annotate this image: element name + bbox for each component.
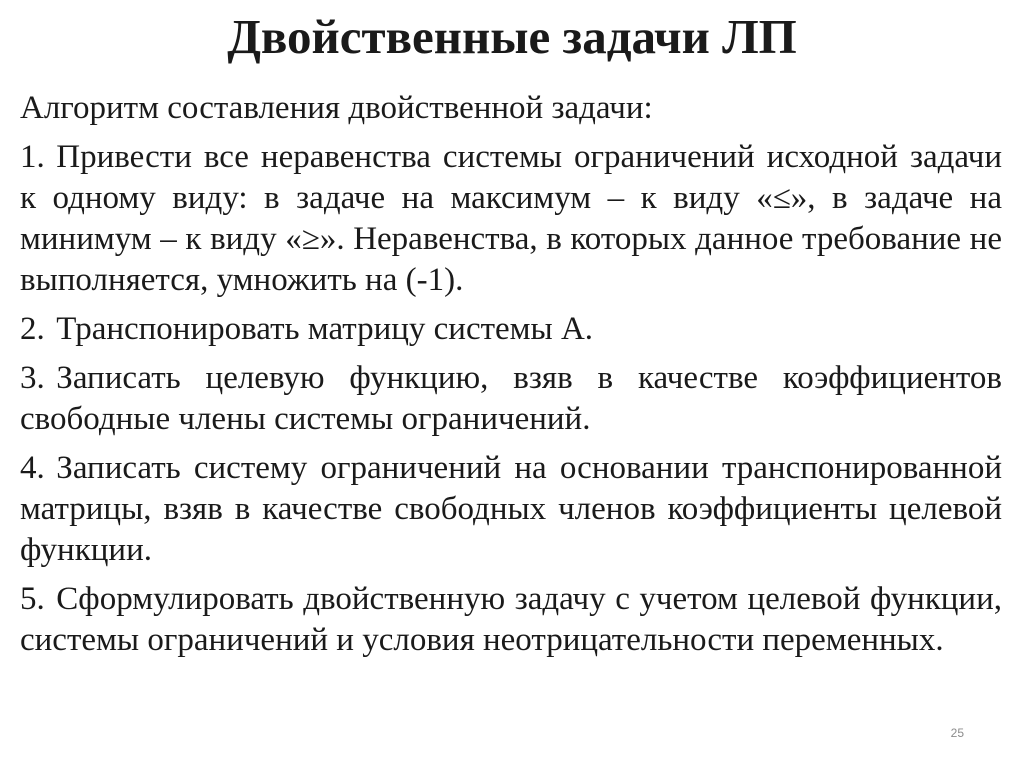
step-4 (20, 448, 1002, 571)
step-text: Сформулировать двойственную задачу с учетом целевой функции, системы ограничений и условия неотрицательности переменных. (20, 581, 1002, 658)
step-number: 2. (20, 311, 45, 347)
step-number: 1. (20, 139, 45, 175)
step-text: Записать целевую функцию, взяв в качестве коэффициентов свободные члены системы ограничений. (20, 360, 1002, 437)
step-text: Транспонировать матрицу системы А. (56, 311, 594, 347)
page-number: 25 (950, 726, 964, 740)
slide-body (20, 88, 1002, 669)
step-5 (20, 579, 1002, 661)
algorithm-intro: Алгоритм составления двойственной задачи: (20, 90, 653, 126)
step-number: 5. (20, 581, 45, 617)
step-number: 4. (20, 450, 45, 486)
step-text: Записать систему ограничений на основании транспонированной матрицы, взяв в качестве свободных членов коэффициенты целевой функции. (20, 450, 1002, 568)
step-3 (20, 358, 1002, 440)
step-2 (20, 309, 1002, 350)
step-number: 3. (20, 360, 45, 396)
step-text: Привести все неравенства системы ограничений исходной задачи к одному виду: в задаче на максимум – к виду «≤», в задаче на минимум – к виду «≥». Неравенства, в которых данное требование не выполняется, умножить на (-1). (20, 139, 1002, 298)
slide-title: Двойственные задачи ЛП (227, 9, 797, 64)
step-1 (20, 137, 1002, 301)
